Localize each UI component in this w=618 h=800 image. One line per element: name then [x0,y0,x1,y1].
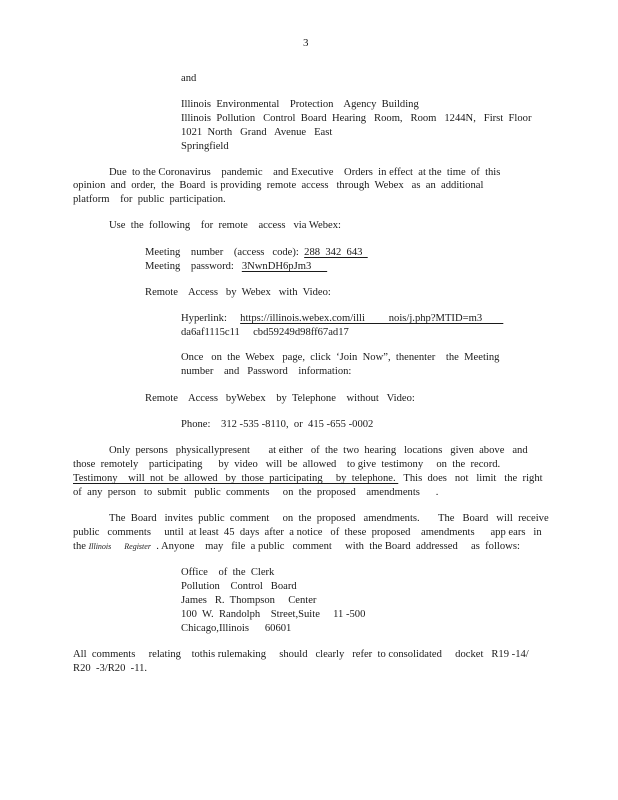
join-instructions-line: number and Password information: [181,366,352,377]
covid-paragraph-line: Due to the Coronavirus pandemic and Executive Orders in effect at the time of this [109,167,501,178]
testimony-line: those remotely participating by video will be allowed to give testimony on the record. [73,459,501,470]
testimony-notice: Testimony will not be allowed by those participating by telephone. [73,473,399,484]
register-italic: Register [124,542,151,551]
location-street: 1021 North Grand Avenue East [181,127,333,138]
testimony-notice-rest: This does not limit the right [398,473,543,484]
closing-line: All comments relating tothis rulemaking should clearly refer to consolidated docket R19 -14/ [73,649,529,660]
testimony-line: of any person to submit public comments on the proposed amendments . [73,487,439,498]
location-and: and [181,73,197,84]
comments-line: public comments until at least 45 days after a notice of these proposed amendments app ears in [73,527,542,538]
testimony-line: Only persons physicallypresent at either of the two hearing locations given above and [109,445,528,456]
webex-link-continued[interactable]: da6af1115c11 cbd59249d98ff67ad17 [181,327,349,338]
webex-link[interactable]: https://illinois.webex.com/illi nois/j.php?MTID=m3 [240,313,504,324]
location-building: Illinois Environmental Protection Agency Building [181,99,419,110]
webex-intro: Use the following for remote access via Webex: [109,220,341,231]
meeting-password-value: 3NwnDH6pJm3 [241,261,328,272]
register-italic: Illinois [88,542,112,551]
comments-line [73,542,520,553]
address-line: Office of the Clerk [181,567,275,578]
hyperlink-line [181,314,503,325]
comments-line: The Board invites public comment on the proposed amendments. The Board will receive [109,513,549,524]
hyperlink-label: Hyperlink: [181,313,241,324]
comments-line-start: the [73,541,89,552]
page-number: 3 [303,37,309,49]
meeting-number [145,248,368,259]
meeting-password-label: Meeting password: [145,261,242,272]
meeting-number-label: Meeting number (access code): [145,247,305,258]
join-instructions-line: Once on the Webex page, click ‘Join Now”, thenenter the Meeting [181,352,500,363]
meeting-number-value: 288 342 643 [304,247,368,258]
location-city: Springfield [181,141,229,152]
location-room: Illinois Pollution Control Board Hearing Room, Room 1244N, First Floor [181,113,532,124]
address-line: James R. Thompson Center [181,595,317,606]
address-line: Chicago,Illinois 60601 [181,623,292,634]
address-line: Pollution Control Board [181,581,297,592]
video-heading: Remote Access by Webex with Video: [145,287,331,298]
covid-paragraph-line: platform for public participation. [73,194,226,205]
testimony-line [73,474,543,485]
closing-line: R20 -3/R20 -11. [73,663,148,674]
comments-line-end: . Anyone may file a public comment with the Board addressed as follows: [150,541,520,552]
phone-numbers: Phone: 312 -535 -8110, or 415 -655 -0002 [181,419,374,430]
address-line: 100 W. Randolph Street,Suite 11 -500 [181,609,366,620]
meeting-password [145,262,327,273]
covid-paragraph-line: opinion and order, the Board is providing remote access through Webex as an additional [73,180,484,191]
phone-heading: Remote Access byWebex by Telephone without Video: [145,393,415,404]
